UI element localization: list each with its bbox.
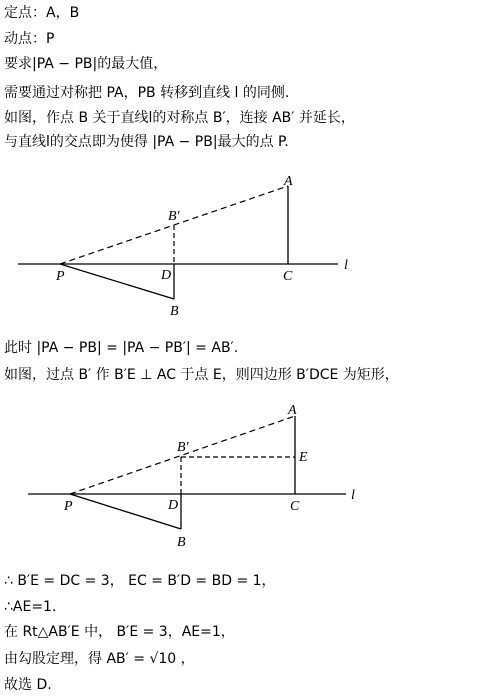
line-construction-2: 与直线l的交点即为使得 |PA − PB|最大的点 P. — [4, 134, 289, 150]
line-symmetry-note: 需要通过对称把 PA，PB 转移到直线 l 的同侧. — [4, 85, 290, 101]
label-l: l — [344, 258, 348, 273]
line-answer: 故选 D. — [4, 677, 52, 693]
figure-2 — [0, 396, 503, 556]
figure-1 — [0, 168, 503, 328]
label-B: B — [170, 304, 179, 319]
line-AE: ∴AE=1. — [4, 599, 57, 615]
label-A: A — [284, 174, 293, 189]
segment-PB — [70, 494, 181, 529]
label-D: D — [168, 498, 179, 513]
label-C: C — [283, 269, 293, 284]
label-E: E — [299, 450, 308, 465]
label-P: P — [56, 269, 65, 284]
label-l: l — [351, 488, 355, 503]
line-right-triangle: 在 Rt△AB′E 中， B′E = 3，AE=1， — [4, 624, 235, 640]
label-C: C — [290, 499, 300, 514]
line-lengths: ∴ B′E = DC = 3， EC = B′D = BD = 1， — [4, 573, 276, 589]
line-construction-1: 如图，作点 B 关于直线l的对称点 B′，连接 AB′ 并延长， — [4, 110, 355, 126]
label-Bprime: B′ — [177, 440, 189, 455]
line-rectangle: 如图，过点 B′ 作 B′E ⊥ AC 于点 E，则四边形 B′DCE 为矩形， — [4, 367, 399, 383]
label-Bprime: B′ — [168, 209, 180, 224]
label-D: D — [161, 268, 172, 283]
line-requirement: 要求|PA − PB|的最大值， — [4, 56, 168, 72]
line-result: 此时 |PA − PB| = |PA − PB′| = AB′. — [4, 340, 239, 356]
segment-PB — [60, 264, 174, 299]
label-B: B — [177, 535, 186, 550]
line-fixed-points: 定点：A，B — [4, 5, 80, 21]
line-pythagoras: 由勾股定理，得 AB′ = √10 ， — [4, 651, 195, 667]
label-A: A — [288, 403, 297, 418]
line-moving-point: 动点：P — [4, 31, 55, 47]
label-P: P — [64, 499, 73, 514]
dashed-PA — [70, 416, 295, 494]
